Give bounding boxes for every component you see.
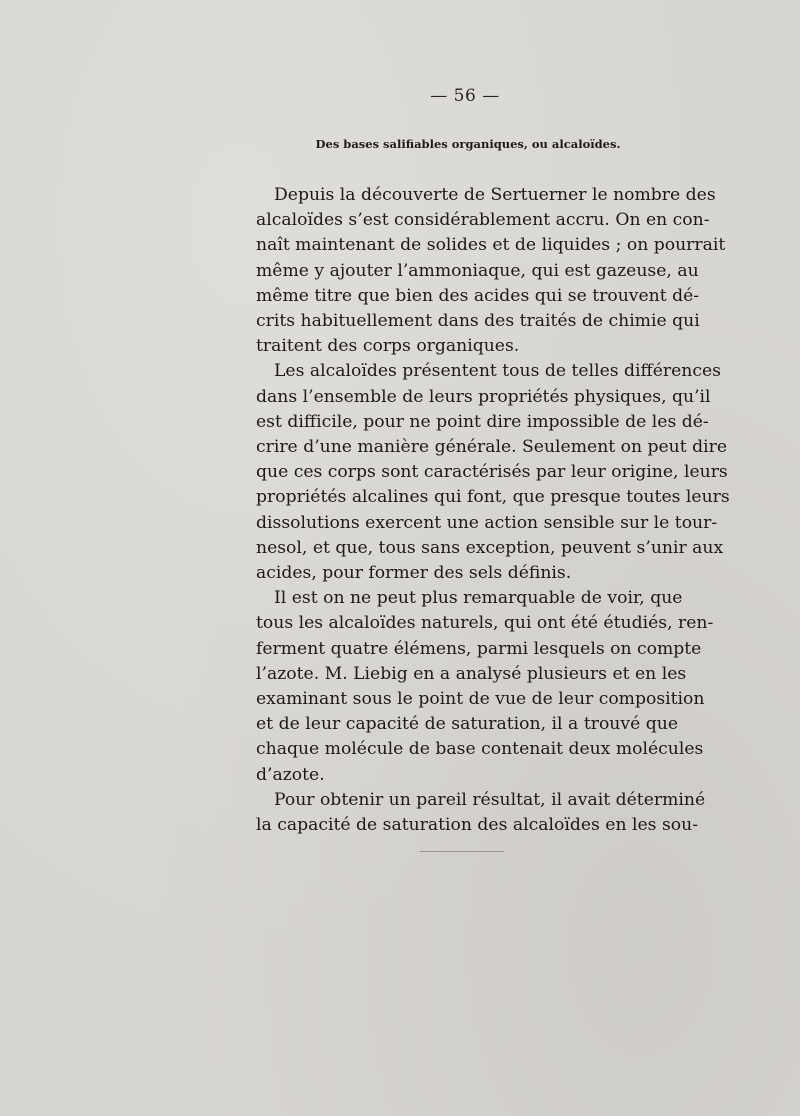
text-line: nesol, et que, tous sans exception, peuvent s’unir aux: [256, 537, 724, 558]
text-line: examinant sous le point de vue de leur composition: [256, 689, 705, 710]
text-line: propriétés alcalines qui font, que presque toutes leurs: [256, 487, 730, 508]
text-line: est difficile, pour ne point dire impossible de les dé-: [256, 411, 709, 432]
text-line: ferment quatre élémens, parmi lesquels on compte: [256, 638, 702, 659]
text-line: Les alcaloïdes présentent tous de telles différences: [274, 361, 721, 382]
text-line: dans l’ensemble de leurs propriétés physiques, qu’il: [256, 386, 711, 407]
text-line: Depuis la découverte de Sertuerner le nombre des: [274, 185, 716, 205]
text-line: que ces corps sont caractérisés par leur origine, leurs: [256, 462, 728, 483]
body-text: [256, 183, 730, 838]
section-title: Des bases salifiables organiques, ou alcaloïdes.: [315, 137, 621, 151]
text-line: d’azote.: [256, 764, 325, 785]
text-line: la capacité de saturation des alcaloïdes en les sou-: [256, 815, 698, 836]
text-line: chaque molécule de base contenait deux molécules: [256, 739, 704, 760]
text-line: Il est on ne peut plus remarquable de voir, que: [274, 588, 683, 609]
text-line: naît maintenant de solides et de liquides ; on pourrait: [256, 235, 726, 256]
text-line: acides, pour former des sels définis.: [256, 563, 572, 584]
text-line: traitent des corps organiques.: [256, 336, 520, 357]
text-line: tous les alcaloïdes naturels, qui ont été étudiés, ren-: [256, 613, 714, 634]
text-line: même titre que bien des acides qui se trouvent dé-: [256, 285, 700, 306]
text-line: alcaloïdes s’est considérablement accru. On en con-: [256, 210, 710, 231]
text-line: Pour obtenir un pareil résultat, il avait déterminé: [274, 789, 706, 810]
text-line: même y ajouter l’ammoniaque, qui est gazeuse, au: [256, 260, 699, 281]
text-line: dissolutions exercent une action sensible sur le tour-: [256, 512, 718, 533]
text-line: crire d’une manière générale. Seulement on peut dire: [256, 437, 728, 458]
text-line: crits habituellement dans des traités de chimie qui: [256, 311, 700, 332]
end-rule: [420, 851, 504, 852]
text-line: et de leur capacité de saturation, il a trouvé que: [256, 714, 678, 735]
text-line: l’azote. M. Liebig en a analysé plusieurs et en les: [256, 663, 687, 684]
page-number: — 56 —: [430, 86, 500, 106]
